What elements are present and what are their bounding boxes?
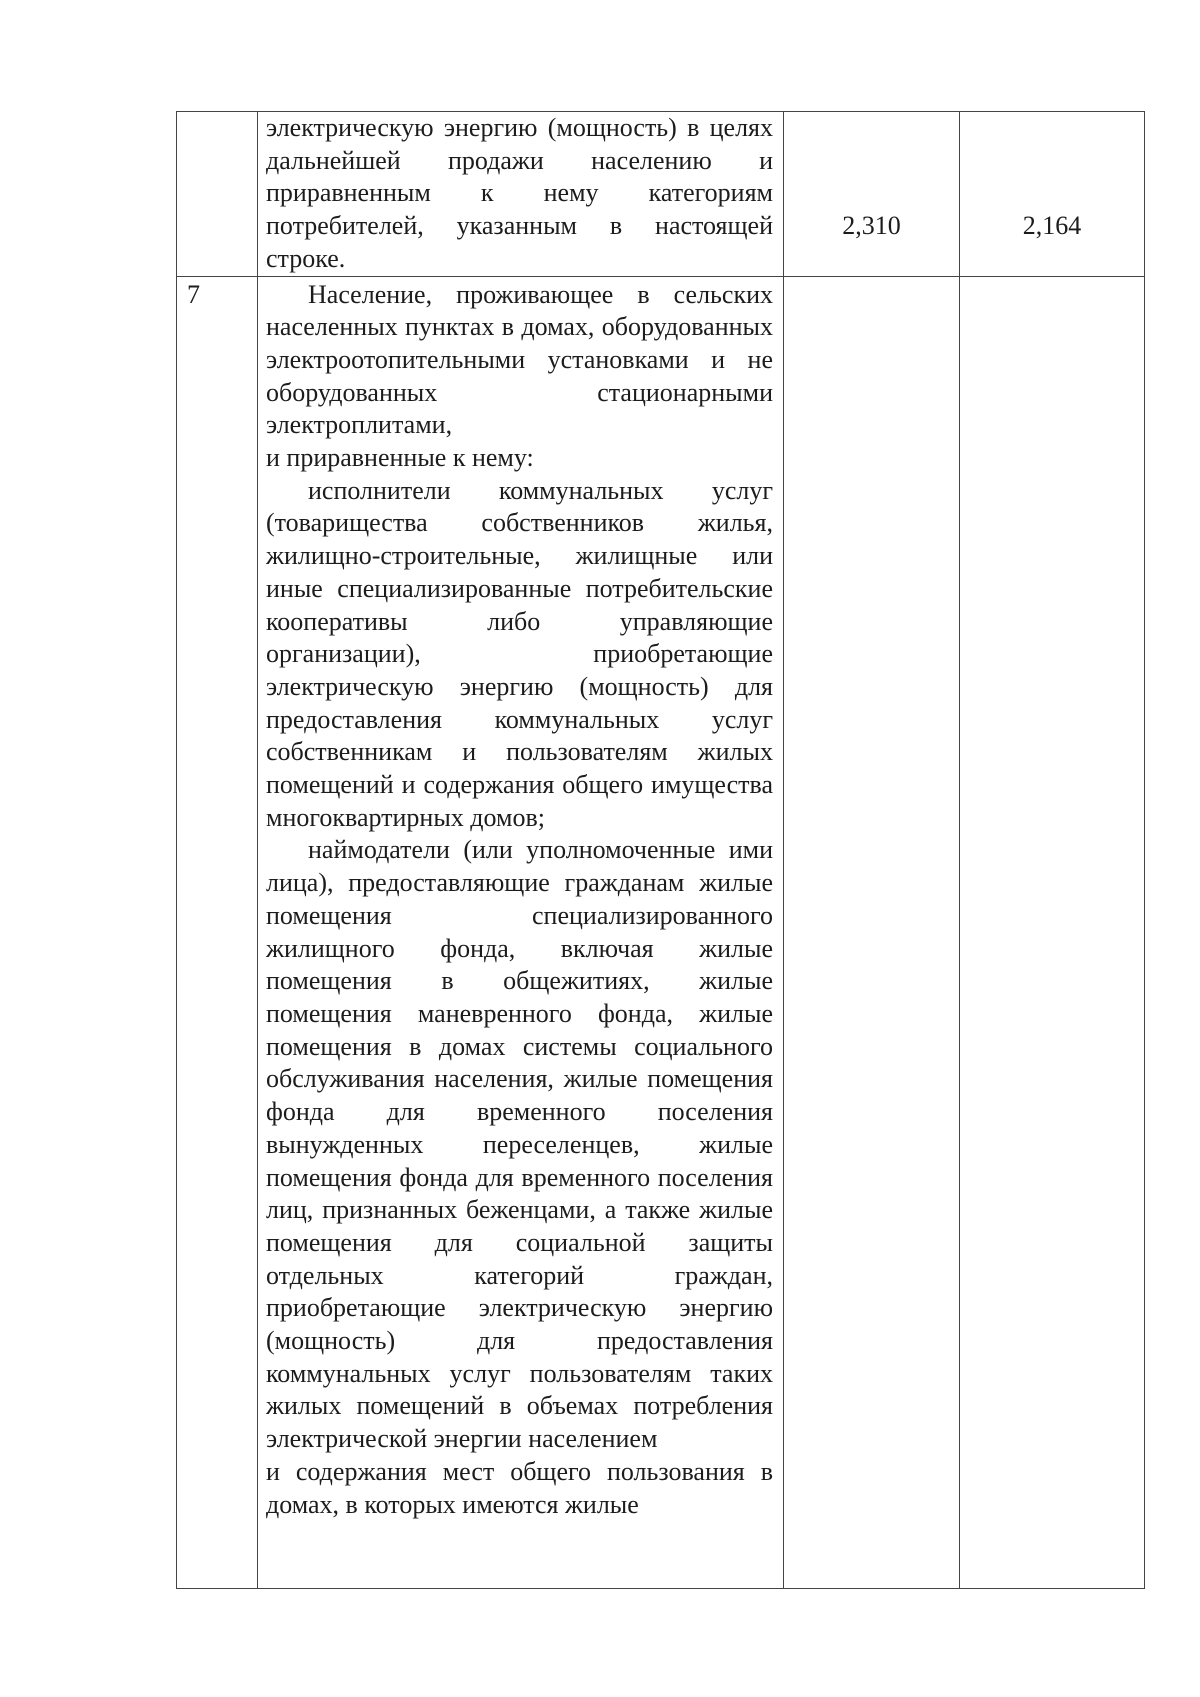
tariff-table (176, 111, 1145, 1589)
value-cell-1 (784, 112, 960, 277)
paragraph-population: Население, проживающее в сельских населенных пунктах в домах, оборудованных электроотопительными установками и не оборудованных стационарными электроплитами, (266, 279, 773, 440)
value-cell-2 (960, 276, 1145, 1588)
value-cell-2 (960, 112, 1145, 277)
value-1 (784, 277, 959, 375)
table-row (177, 112, 1145, 277)
row-number: 7 (187, 279, 200, 309)
value-cell-1 (784, 276, 960, 1588)
row-number-cell (177, 112, 258, 277)
paragraph-utility-providers: исполнители коммунальных услуг (товарищества собственников жилья, жилищно-строительные, жилищные или иные специализированные потребительские кооперативы либо управляющие организации), приобретающие электрическую энергию (мощность) для предоставления коммунальных услуг собственникам и пользователям жилых помещений и содержания общего имущества многоквартирных домов; (266, 475, 773, 832)
paragraph-common-areas: и содержания мест общего пользования в домах, в которых имеются жилые (266, 1456, 773, 1519)
paragraph-equated: и приравненные к нему: (266, 443, 534, 473)
row-description-cell (258, 276, 784, 1588)
row-description: электрическую энергию (мощность) в целях дальнейшей продажи населению и приравненным к нему категориям потребителей, указанным в настоящей строке. (266, 113, 773, 273)
value-2 (960, 277, 1144, 375)
table-row (177, 276, 1145, 1588)
value-1: 2,310 (842, 211, 901, 240)
row-description-cell (258, 112, 784, 277)
row-number-cell (177, 276, 258, 1588)
paragraph-landlords: наймодатели (или уполномоченные ими лица), предоставляющие гражданам жилые помещения специализированного жилищного фонда, включая жилые помещения в общежитиях, жилые помещения маневренного фонда, жилые помещения в домах системы социального обслуживания населения, жилые помещения фонда для временного поселения вынужденных переселенцев, жилые помещения фонда для временного поселения лиц, признанных беженцами, а также жилые помещения для социальной защиты отдельных категорий граждан, приобретающие электрическую энергию (мощность) для предоставления коммунальных услуг пользователям таких жилых помещений в объемах потребления электрической энергии населением (266, 835, 773, 1454)
value-2: 2,164 (1022, 211, 1082, 240)
